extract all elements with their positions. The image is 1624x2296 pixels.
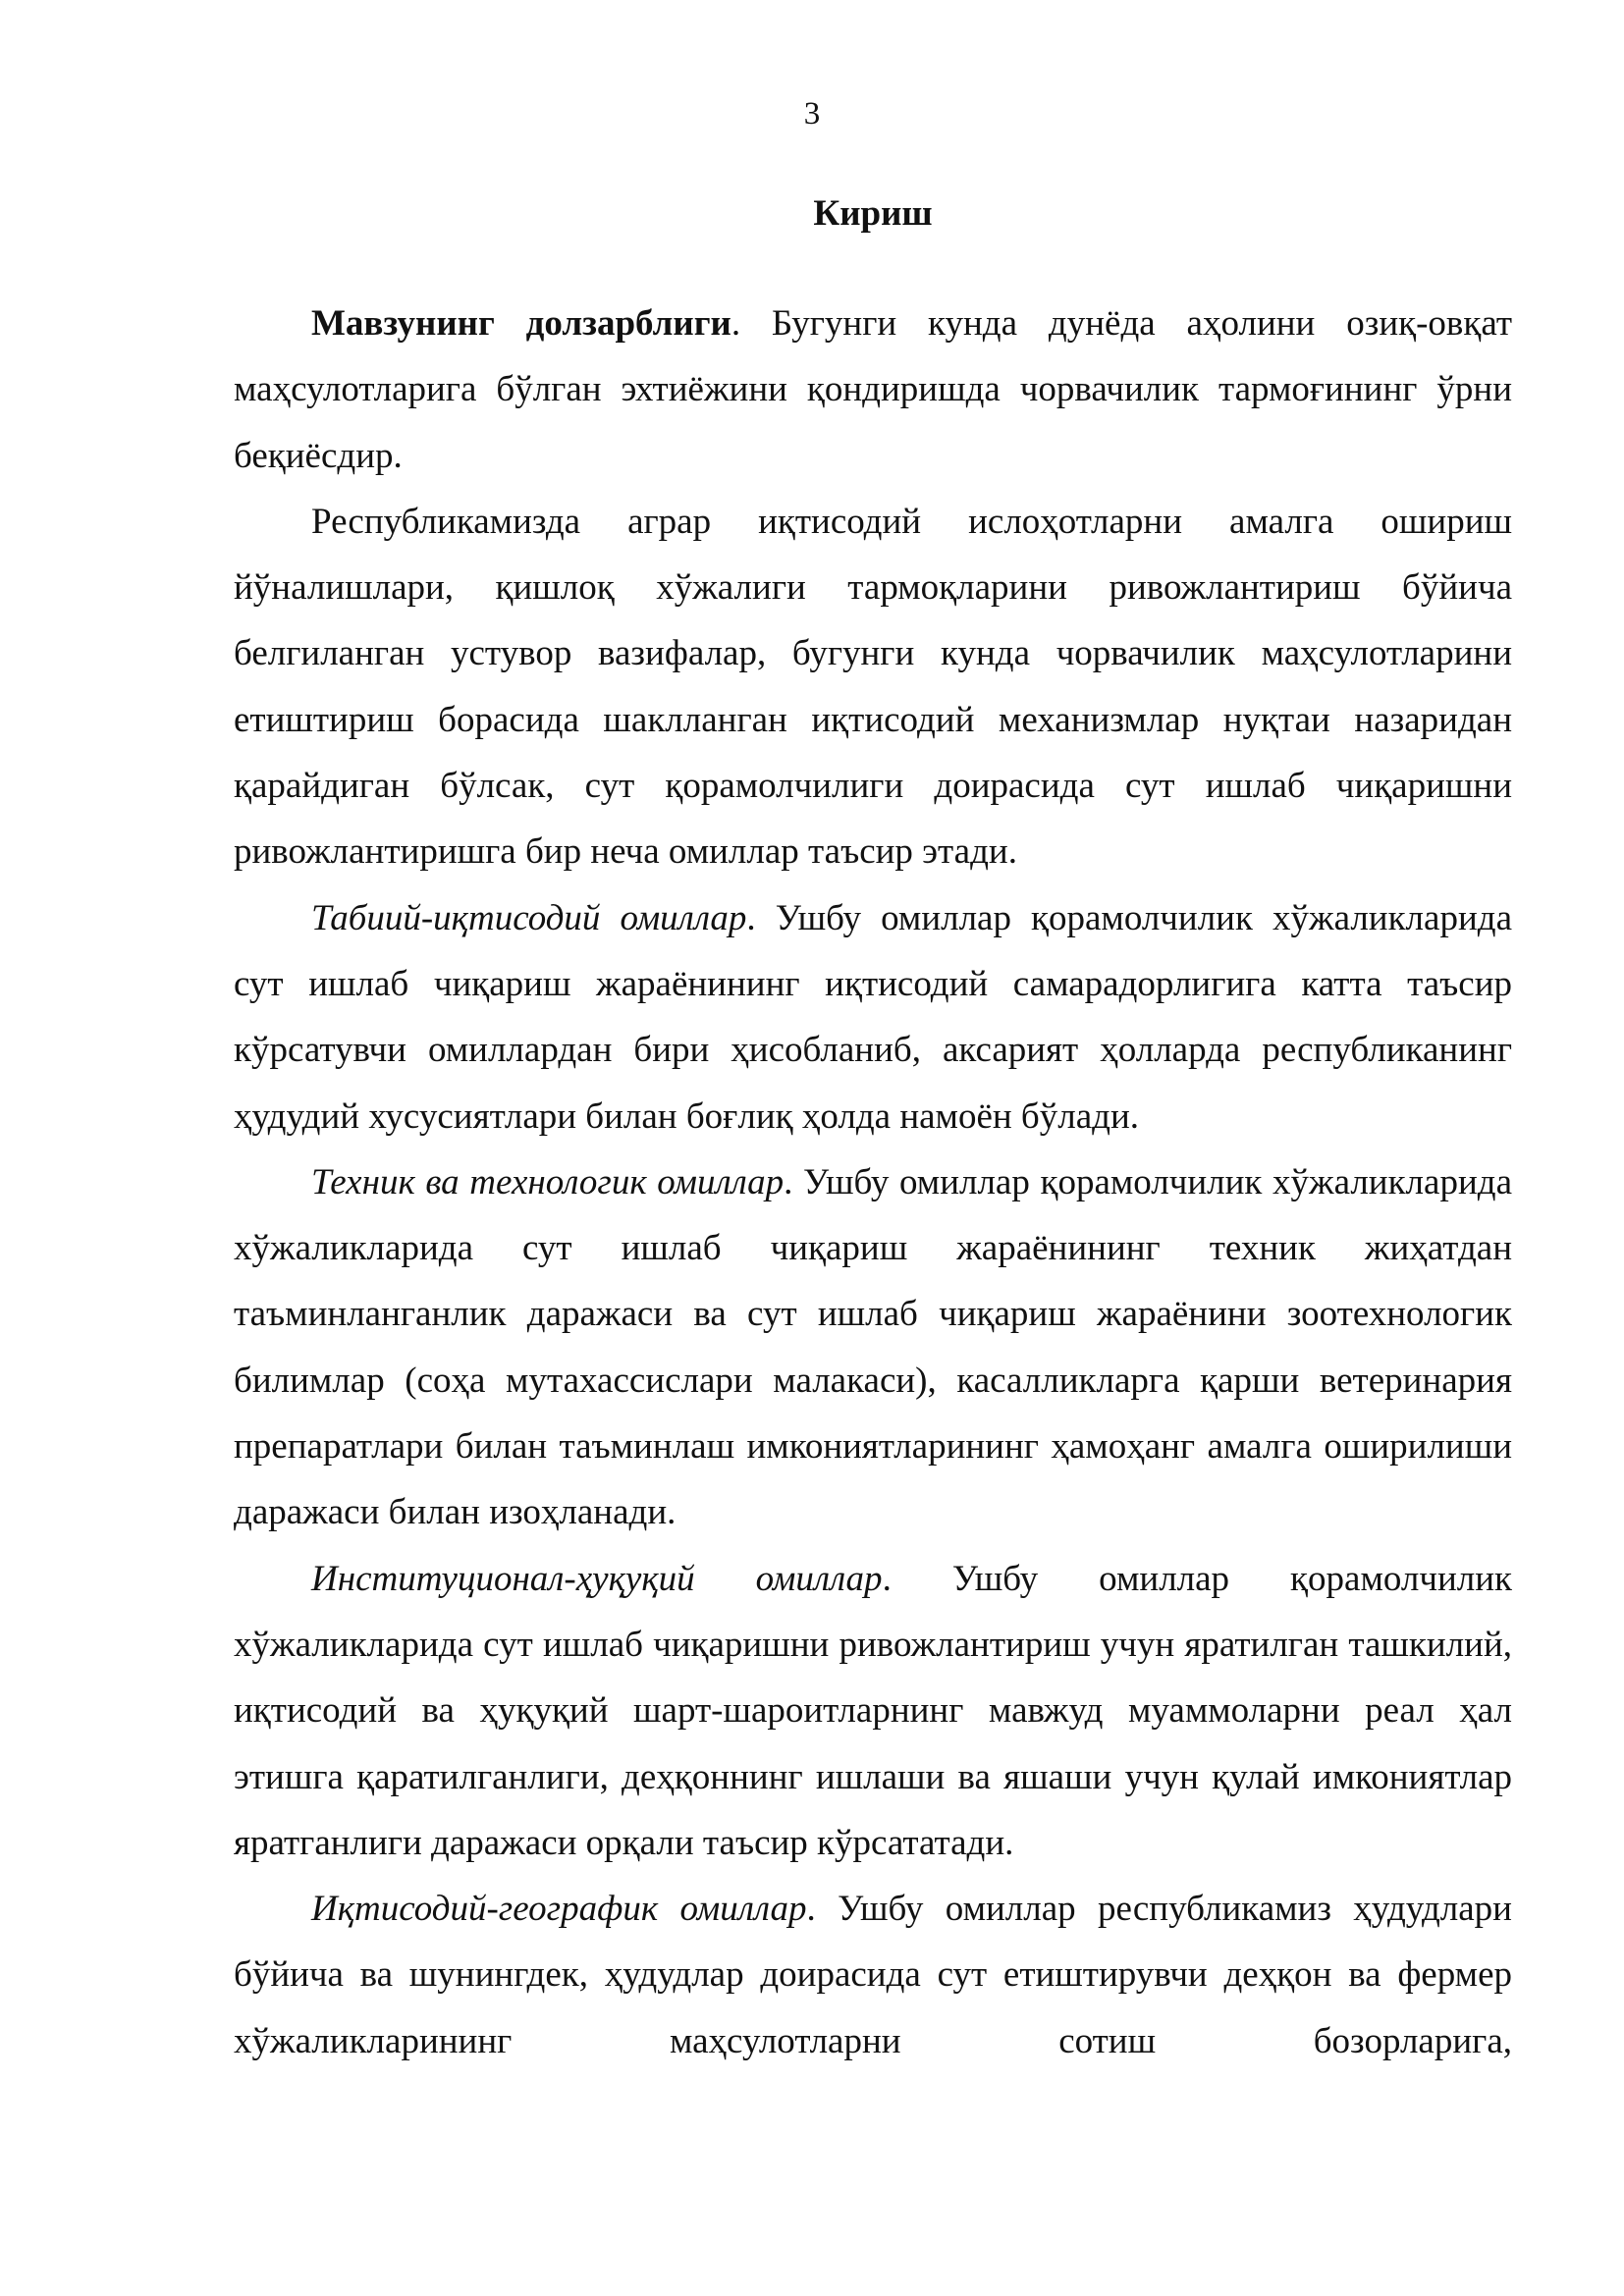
- paragraph-lead: Техник ва технологик омиллар: [311, 1161, 785, 1202]
- paragraph-lead-end: .: [806, 1889, 816, 1930]
- paragraph-lead-end: .: [746, 897, 756, 938]
- paragraph-text: Ушбу омиллар республикамиз ҳудудлари бўйича ва шунингдек, ҳудудлар доирасида сут етиштирувчи деҳқон ва фермер хўжаликларининг маҳсулотларни сотиш бозорларига,: [234, 1889, 1512, 2061]
- paragraph-lead-end: .: [784, 1161, 793, 1202]
- paragraph-natural-economic-factors: [234, 885, 1512, 1149]
- page-number: 3: [803, 96, 821, 132]
- paragraph-reforms: [234, 489, 1512, 885]
- paragraph-lead-end: .: [731, 303, 741, 344]
- paragraph-text: Ушбу омиллар қорамолчилик хўжаликларида хўжаликларида сут ишлаб чиқариш жараёнининг техник жиҳатдан таъминланганлик даражаси ва сут ишлаб чиқариш жараёнини зоотехнологик билимлар (соҳа мутахассислари малакаси), касалликларга қарши ветеринария препаратлари билан таъминлаш имкониятларининг ҳамоҳанг амалга оширилиши даражаси билан изоҳланади.: [234, 1161, 1512, 1533]
- paragraph-text: Ушбу омиллар қорамолчилик хўжаликларида сут ишлаб чиқаришни ривожлантириш учун яратилган ташкилий, иқтисодий ва ҳуқуқий шарт-шароитларнинг мавжуд муаммоларни реал ҳал этишга қаратилганлиги, деҳқоннинг ишлаши ва яшаши учун қулай имкониятлар яратганлиги даражаси орқали таъсир кўрсататади.: [234, 1558, 1512, 1863]
- paragraph-text: Республикамизда аграр иқтисодий ислоҳотларни амалга ошириш йўналишлари, қишлоқ хўжалиги тармоқларини ривожлантириш бўйича белгиланган устувор вазифалар, бугунги кунда чорвачилик маҳсулотларини етиштириш борасида шаклланган иқтисодий механизмлар нуқтаи назаридан қарайдиган бўлсак, сут қорамолчилиги доирасида сут ишлаб чиқаришни ривожлантиришга бир неча омиллар таъсир этади.: [234, 501, 1512, 873]
- paragraph-lead: Иқтисодий-географик омиллар: [311, 1889, 807, 1930]
- paragraph-geographic-factors: [234, 1876, 1512, 2074]
- paragraph-text: Ушбу омиллар қорамолчилик хўжаликларида сут ишлаб чиқариш жараёнининг иқтисодий самарадорлигига катта таъсир кўрсатувчи омиллардан бири ҳисобланиб, аксарият ҳолларда республиканинг ҳудудий хусусиятлари билан боғлиқ ҳолда намоён бўлади.: [234, 897, 1512, 1137]
- paragraph-lead-end: .: [882, 1558, 892, 1599]
- paragraph-institutional-factors: [234, 1546, 1512, 1876]
- paragraph-technical-factors: [234, 1149, 1512, 1546]
- paragraph-lead: Институционал-ҳуқуқий омиллар: [311, 1558, 883, 1599]
- section-heading: Кириш: [813, 193, 933, 234]
- body-text: [234, 291, 1512, 2074]
- paragraph-text: Бугунги кунда дунёда аҳолини озиқ-овқат маҳсулотларига бўлган эхтиёжини қондиришда чорвачилик тармоғининг ўрни беқиёсдир.: [234, 303, 1513, 476]
- paragraph-relevance: [234, 291, 1512, 489]
- paragraph-lead: Мавзунинг долзарблиги: [311, 303, 731, 344]
- paragraph-lead: Табиий-иқтисодий омиллар: [311, 897, 747, 938]
